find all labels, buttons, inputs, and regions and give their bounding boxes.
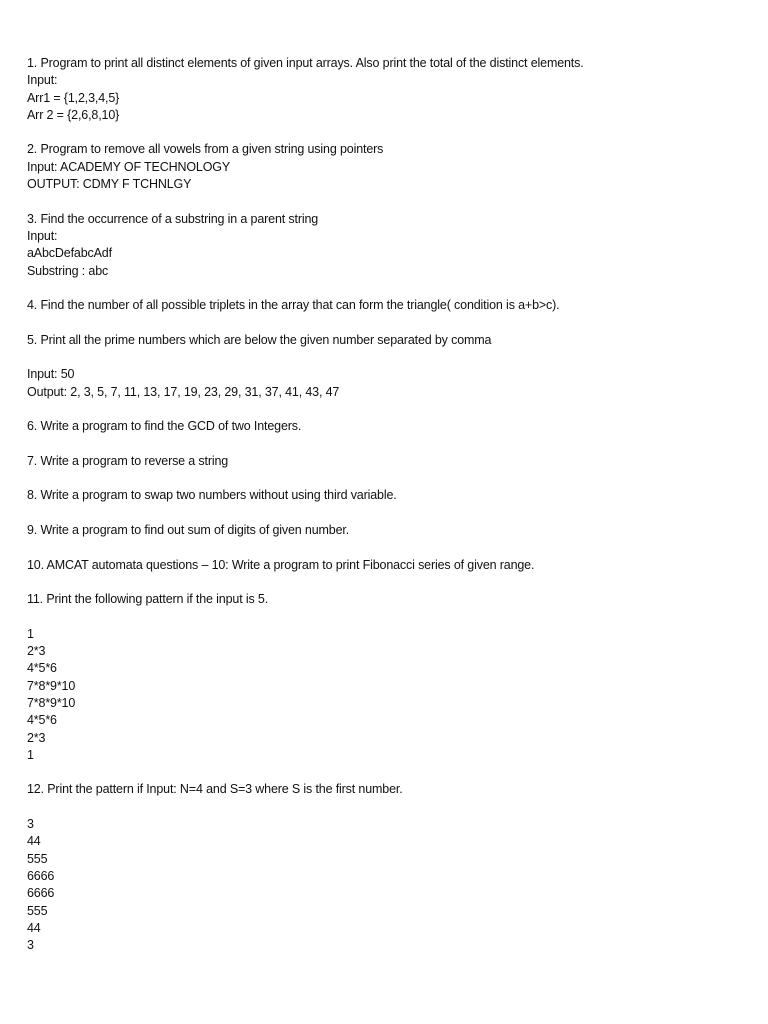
- blank-line: [27, 505, 747, 522]
- text-line: 555: [27, 851, 48, 866]
- text-line: 7*8*9*10: [27, 678, 76, 693]
- text-line: Input:: [27, 228, 58, 243]
- text-line: 3. Find the occurrence of a substring in a parent string: [27, 211, 319, 226]
- text-line: 12. Print the pattern if Input: N=4 and S=3 where S is the first number.: [27, 782, 403, 797]
- text-line: 44: [27, 920, 41, 935]
- text-line: 11. Print the following pattern if the input is 5.: [27, 592, 269, 607]
- text-line: 1: [27, 747, 34, 762]
- text-line: 9. Write a program to find out sum of digits of given number.: [27, 523, 350, 538]
- text-line: Substring : abc: [27, 263, 109, 278]
- blank-line: [27, 349, 747, 366]
- text-line: 10. AMCAT automata questions – 10: Write a program to print Fibonacci series of given range.: [27, 557, 535, 572]
- blank-line: [27, 193, 747, 210]
- text-line: 3: [27, 817, 34, 832]
- text-line: 4*5*6: [27, 661, 57, 676]
- text-line: Output: 2, 3, 5, 7, 11, 13, 17, 19, 23, 29, 31, 37, 41, 43, 47: [27, 384, 340, 399]
- text-line: 4. Find the number of all possible triplets in the array that can form the triangle( condition is a+b>c).: [27, 298, 560, 313]
- text-line: 6666: [27, 868, 55, 883]
- text-line: OUTPUT: CDMY F TCHNLGY: [27, 177, 192, 192]
- document-body: [27, 55, 747, 954]
- text-line: 6666: [27, 886, 55, 901]
- text-line: 3: [27, 938, 34, 953]
- text-line: 2. Program to remove all vowels from a given string using pointers: [27, 142, 384, 157]
- text-line: Input: 50: [27, 367, 75, 382]
- blank-line: [27, 539, 747, 556]
- blank-line: [27, 280, 747, 297]
- text-line: Input: ACADEMY OF TECHNOLOGY: [27, 159, 231, 174]
- text-line: 7*8*9*10: [27, 695, 76, 710]
- blank-line: [27, 764, 747, 781]
- blank-line: [27, 314, 747, 331]
- text-line: 6. Write a program to find the GCD of two Integers.: [27, 419, 302, 434]
- text-line: Arr1 = {1,2,3,4,5}: [27, 90, 120, 105]
- text-line: 7. Write a program to reverse a string: [27, 453, 229, 468]
- blank-line: [27, 470, 747, 487]
- text-line: 5. Print all the prime numbers which are below the given number separated by comma: [27, 332, 492, 347]
- text-line: Arr 2 = {2,6,8,10}: [27, 107, 120, 122]
- blank-line: [27, 436, 747, 453]
- text-line: 2*3: [27, 644, 46, 659]
- text-line: 44: [27, 834, 41, 849]
- blank-line: [27, 609, 747, 626]
- blank-line: [27, 124, 747, 141]
- text-line: 1. Program to print all distinct elements of given input arrays. Also print the total of the distinct elements.: [27, 56, 584, 70]
- blank-line: [27, 401, 747, 418]
- text-line: Input:: [27, 73, 58, 88]
- text-line: 2*3: [27, 730, 46, 745]
- blank-line: [27, 799, 747, 816]
- text-line: 4*5*6: [27, 713, 57, 728]
- text-line: 555: [27, 903, 48, 918]
- blank-line: [27, 574, 747, 591]
- text-line: 8. Write a program to swap two numbers without using third variable.: [27, 488, 397, 503]
- text-line: aAbcDefabcAdf: [27, 246, 112, 261]
- text-line: 1: [27, 626, 34, 641]
